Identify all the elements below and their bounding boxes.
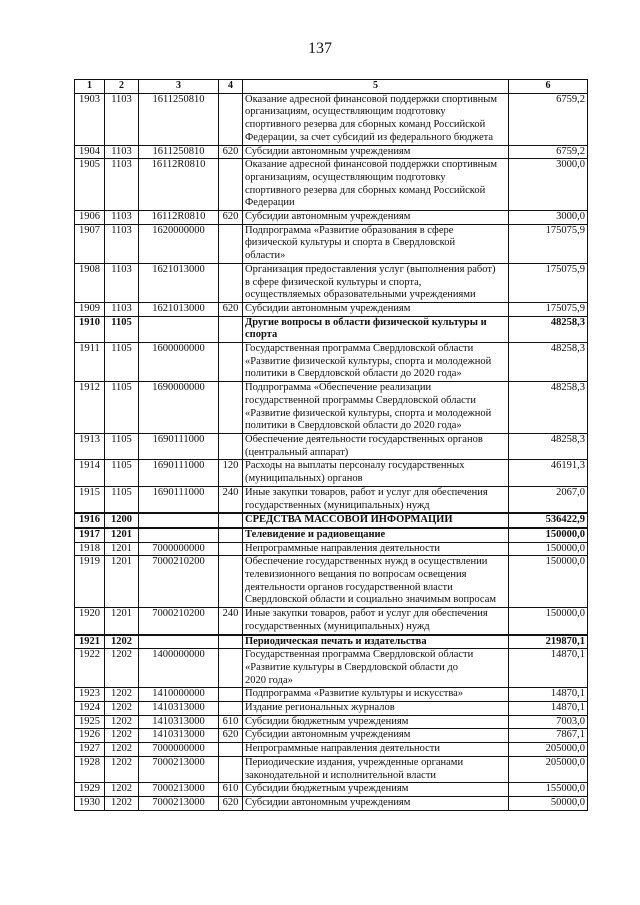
- expense-type-cell: [219, 756, 243, 782]
- section-code-cell: 1202: [105, 688, 139, 702]
- target-code-cell: 1690111000: [139, 433, 219, 459]
- expense-type-cell: [219, 382, 243, 434]
- row-number-cell: 1921: [75, 635, 105, 649]
- header-row: [75, 80, 588, 94]
- section-code-cell: 1105: [105, 433, 139, 459]
- item-name-cell: Обеспечение деятельности государственных органов (центральный аппарат): [243, 433, 509, 459]
- section-code-cell: 1202: [105, 649, 139, 688]
- item-name-cell: Оказание адресной финансовой поддержки спортивным организациям, осуществляющим подготовку спортивного резерва для сборных команд Российской Федерации, за счет субсидий из федерального бюджета: [243, 93, 509, 145]
- amount-cell: 155000,0: [509, 783, 588, 797]
- amount-cell: 48258,3: [509, 382, 588, 434]
- table-row: [75, 796, 588, 810]
- section-code-cell: 1201: [105, 556, 139, 608]
- target-code-cell: 16112R0810: [139, 211, 219, 225]
- table-row: [75, 715, 588, 729]
- item-name-cell: Периодическая печать и издательства: [243, 635, 509, 649]
- header-cell-number: 1: [75, 80, 105, 94]
- expense-type-cell: 620: [219, 302, 243, 316]
- table-row: [75, 382, 588, 434]
- item-name-cell: Иные закупки товаров, работ и услуг для обеспечения государственных (муниципальных) нужд: [243, 608, 509, 635]
- table-row: [75, 635, 588, 649]
- target-code-cell: [139, 635, 219, 649]
- item-name-cell: Субсидии автономным учреждениям: [243, 729, 509, 743]
- amount-cell: 205000,0: [509, 756, 588, 782]
- amount-cell: 48258,3: [509, 433, 588, 459]
- table-row: [75, 316, 588, 342]
- section-code-cell: 1202: [105, 729, 139, 743]
- section-code-cell: 1103: [105, 159, 139, 211]
- row-number-cell: 1923: [75, 688, 105, 702]
- expense-type-cell: 120: [219, 460, 243, 486]
- row-number-cell: 1916: [75, 513, 105, 528]
- expense-type-cell: 620: [219, 796, 243, 810]
- target-code-cell: 1611250810: [139, 145, 219, 159]
- table-body: [75, 93, 588, 810]
- table-row: [75, 211, 588, 225]
- target-code-cell: [139, 316, 219, 342]
- row-number-cell: 1925: [75, 715, 105, 729]
- expense-type-cell: [219, 635, 243, 649]
- expense-type-cell: [219, 702, 243, 716]
- table-row: [75, 460, 588, 486]
- target-code-cell: 7000000000: [139, 542, 219, 556]
- section-code-cell: 1103: [105, 224, 139, 263]
- item-name-cell: Иные закупки товаров, работ и услуг для обеспечения государственных (муниципальных) нужд: [243, 486, 509, 513]
- row-number-cell: 1909: [75, 302, 105, 316]
- section-code-cell: 1202: [105, 702, 139, 716]
- amount-cell: 2067,0: [509, 486, 588, 513]
- amount-cell: 48258,3: [509, 316, 588, 342]
- item-name-cell: Субсидии бюджетным учреждениям: [243, 783, 509, 797]
- section-code-cell: 1202: [105, 715, 139, 729]
- expense-type-cell: [219, 224, 243, 263]
- row-number-cell: 1917: [75, 528, 105, 542]
- expense-type-cell: [219, 743, 243, 757]
- amount-cell: 150000,0: [509, 556, 588, 608]
- table-row: [75, 224, 588, 263]
- section-code-cell: 1200: [105, 513, 139, 528]
- row-number-cell: 1915: [75, 486, 105, 513]
- row-number-cell: 1906: [75, 211, 105, 225]
- section-code-cell: 1201: [105, 608, 139, 635]
- table-row: [75, 702, 588, 716]
- table-row: [75, 513, 588, 528]
- amount-cell: 14870,1: [509, 702, 588, 716]
- section-code-cell: 1105: [105, 343, 139, 382]
- header-cell-sum: 6: [509, 80, 588, 94]
- table-row: [75, 145, 588, 159]
- page-number: 137: [308, 40, 332, 57]
- item-name-cell: Расходы на выплаты персоналу государственных (муниципальных) органов: [243, 460, 509, 486]
- section-code-cell: 1105: [105, 460, 139, 486]
- table-row: [75, 729, 588, 743]
- item-name-cell: Субсидии автономным учреждениям: [243, 145, 509, 159]
- table-row: [75, 743, 588, 757]
- amount-cell: 150000,0: [509, 528, 588, 542]
- amount-cell: 3000,0: [509, 211, 588, 225]
- table-row: [75, 542, 588, 556]
- amount-cell: 6759,2: [509, 145, 588, 159]
- row-number-cell: 1904: [75, 145, 105, 159]
- header-cell-target-code: 3: [139, 80, 219, 94]
- item-name-cell: Телевидение и радиовещание: [243, 528, 509, 542]
- section-code-cell: 1103: [105, 145, 139, 159]
- item-name-cell: Издание региональных журналов: [243, 702, 509, 716]
- row-number-cell: 1920: [75, 608, 105, 635]
- row-number-cell: 1905: [75, 159, 105, 211]
- item-name-cell: Подпрограмма «Развитие образования в сфере физической культуры и спорта в Свердловской области»: [243, 224, 509, 263]
- section-code-cell: 1202: [105, 635, 139, 649]
- row-number-cell: 1919: [75, 556, 105, 608]
- table-row: [75, 263, 588, 302]
- row-number-cell: 1929: [75, 783, 105, 797]
- table-row: [75, 783, 588, 797]
- section-code-cell: 1105: [105, 382, 139, 434]
- expense-type-cell: 610: [219, 783, 243, 797]
- row-number-cell: 1910: [75, 316, 105, 342]
- table-row: [75, 159, 588, 211]
- expense-type-cell: [219, 513, 243, 528]
- target-code-cell: 1690111000: [139, 486, 219, 513]
- amount-cell: 7003,0: [509, 715, 588, 729]
- amount-cell: 219870,1: [509, 635, 588, 649]
- expense-type-cell: [219, 649, 243, 688]
- amount-cell: 175075,9: [509, 302, 588, 316]
- section-code-cell: 1103: [105, 93, 139, 145]
- row-number-cell: 1927: [75, 743, 105, 757]
- item-name-cell: Периодические издания, учрежденные органами законодательной и исполнительной власти: [243, 756, 509, 782]
- table-row: [75, 756, 588, 782]
- target-code-cell: 1410313000: [139, 729, 219, 743]
- row-number-cell: 1903: [75, 93, 105, 145]
- row-number-cell: 1918: [75, 542, 105, 556]
- row-number-cell: 1922: [75, 649, 105, 688]
- target-code-cell: 1410313000: [139, 715, 219, 729]
- amount-cell: 14870,1: [509, 649, 588, 688]
- target-code-cell: [139, 528, 219, 542]
- item-name-cell: Подпрограмма «Развитие культуры и искусства»: [243, 688, 509, 702]
- table-row: [75, 343, 588, 382]
- amount-cell: 175075,9: [509, 263, 588, 302]
- expense-type-cell: [219, 93, 243, 145]
- target-code-cell: 1690111000: [139, 460, 219, 486]
- amount-cell: 205000,0: [509, 743, 588, 757]
- item-name-cell: Другие вопросы в области физической культуры и спорта: [243, 316, 509, 342]
- amount-cell: 150000,0: [509, 542, 588, 556]
- expense-type-cell: [219, 542, 243, 556]
- expense-type-cell: 620: [219, 211, 243, 225]
- amount-cell: 536422,9: [509, 513, 588, 528]
- section-code-cell: 1202: [105, 783, 139, 797]
- amount-cell: 50000,0: [509, 796, 588, 810]
- row-number-cell: 1914: [75, 460, 105, 486]
- section-code-cell: 1105: [105, 316, 139, 342]
- item-name-cell: Непрограммные направления деятельности: [243, 743, 509, 757]
- row-number-cell: 1912: [75, 382, 105, 434]
- item-name-cell: Государственная программа Свердловской области «Развитие физической культуры, спорта и молодежной политики в Свердловской области до 2020 года»: [243, 343, 509, 382]
- amount-cell: 48258,3: [509, 343, 588, 382]
- item-name-cell: Обеспечение государственных нужд в осуществлении телевизионного вещания по вопросам освещения деятельности органов государственной власти Свердловской области и социально значимым вопросам: [243, 556, 509, 608]
- target-code-cell: 1621013000: [139, 263, 219, 302]
- row-number-cell: 1908: [75, 263, 105, 302]
- expense-type-cell: 240: [219, 608, 243, 635]
- row-number-cell: 1913: [75, 433, 105, 459]
- target-code-cell: 7000213000: [139, 796, 219, 810]
- item-name-cell: Субсидии бюджетным учреждениям: [243, 715, 509, 729]
- target-code-cell: 7000213000: [139, 783, 219, 797]
- target-code-cell: 1410313000: [139, 702, 219, 716]
- expense-type-cell: [219, 688, 243, 702]
- expense-type-cell: [219, 159, 243, 211]
- table-row: [75, 433, 588, 459]
- target-code-cell: 7000213000: [139, 756, 219, 782]
- target-code-cell: 7000000000: [139, 743, 219, 757]
- expense-type-cell: [219, 263, 243, 302]
- expense-type-cell: [219, 316, 243, 342]
- section-code-cell: 1105: [105, 486, 139, 513]
- item-name-cell: СРЕДСТВА МАССОВОЙ ИНФОРМАЦИИ: [243, 513, 509, 528]
- expense-type-cell: 620: [219, 145, 243, 159]
- header-cell-section: 2: [105, 80, 139, 94]
- section-code-cell: 1103: [105, 263, 139, 302]
- expense-type-cell: [219, 343, 243, 382]
- row-number-cell: 1926: [75, 729, 105, 743]
- amount-cell: 175075,9: [509, 224, 588, 263]
- amount-cell: 3000,0: [509, 159, 588, 211]
- expense-type-cell: [219, 528, 243, 542]
- expense-type-cell: [219, 556, 243, 608]
- table-row: [75, 528, 588, 542]
- item-name-cell: Непрограммные направления деятельности: [243, 542, 509, 556]
- table-row: [75, 556, 588, 608]
- row-number-cell: 1924: [75, 702, 105, 716]
- section-code-cell: 1201: [105, 542, 139, 556]
- row-number-cell: 1928: [75, 756, 105, 782]
- target-code-cell: 1611250810: [139, 93, 219, 145]
- target-code-cell: 1690000000: [139, 382, 219, 434]
- table-row: [75, 649, 588, 688]
- target-code-cell: [139, 513, 219, 528]
- target-code-cell: 16112R0810: [139, 159, 219, 211]
- item-name-cell: Государственная программа Свердловской области «Развитие культуры в Свердловской области до 2020 года»: [243, 649, 509, 688]
- item-name-cell: Подпрограмма «Обеспечение реализации государственной программы Свердловской области «Развитие физической культуры, спорта и молодежной политики в Свердловской области до 2020 года»: [243, 382, 509, 434]
- table-row: [75, 302, 588, 316]
- amount-cell: 14870,1: [509, 688, 588, 702]
- amount-cell: 46191,3: [509, 460, 588, 486]
- budget-table: [74, 79, 588, 811]
- amount-cell: 7867,1: [509, 729, 588, 743]
- table-row: [75, 93, 588, 145]
- item-name-cell: Организация предоставления услуг (выполнения работ) в сфере физической культуры и спорта, осуществляемых образовательными учреждениями: [243, 263, 509, 302]
- header-cell-expense-type: 4: [219, 80, 243, 94]
- item-name-cell: Субсидии автономным учреждениям: [243, 302, 509, 316]
- item-name-cell: Субсидии автономным учреждениям: [243, 211, 509, 225]
- expense-type-cell: 620: [219, 729, 243, 743]
- expense-type-cell: 610: [219, 715, 243, 729]
- item-name-cell: Субсидии автономным учреждениям: [243, 796, 509, 810]
- target-code-cell: 1620000000: [139, 224, 219, 263]
- row-number-cell: 1911: [75, 343, 105, 382]
- amount-cell: 6759,2: [509, 93, 588, 145]
- target-code-cell: 7000210200: [139, 556, 219, 608]
- expense-type-cell: 240: [219, 486, 243, 513]
- table-row: [75, 486, 588, 513]
- expense-type-cell: [219, 433, 243, 459]
- section-code-cell: 1103: [105, 302, 139, 316]
- target-code-cell: 7000210200: [139, 608, 219, 635]
- section-code-cell: 1202: [105, 796, 139, 810]
- table-row: [75, 608, 588, 635]
- row-number-cell: 1930: [75, 796, 105, 810]
- section-code-cell: 1103: [105, 211, 139, 225]
- row-number-cell: 1907: [75, 224, 105, 263]
- section-code-cell: 1202: [105, 756, 139, 782]
- item-name-cell: Оказание адресной финансовой поддержки спортивным организациям, осуществляющим подготовку спортивного резерва для сборных команд Российской Федерации: [243, 159, 509, 211]
- header-cell-name: 5: [243, 80, 509, 94]
- amount-cell: 150000,0: [509, 608, 588, 635]
- table-row: [75, 688, 588, 702]
- target-code-cell: 1410000000: [139, 688, 219, 702]
- section-code-cell: 1201: [105, 528, 139, 542]
- target-code-cell: 1600000000: [139, 343, 219, 382]
- section-code-cell: 1202: [105, 743, 139, 757]
- target-code-cell: 1400000000: [139, 649, 219, 688]
- target-code-cell: 1621013000: [139, 302, 219, 316]
